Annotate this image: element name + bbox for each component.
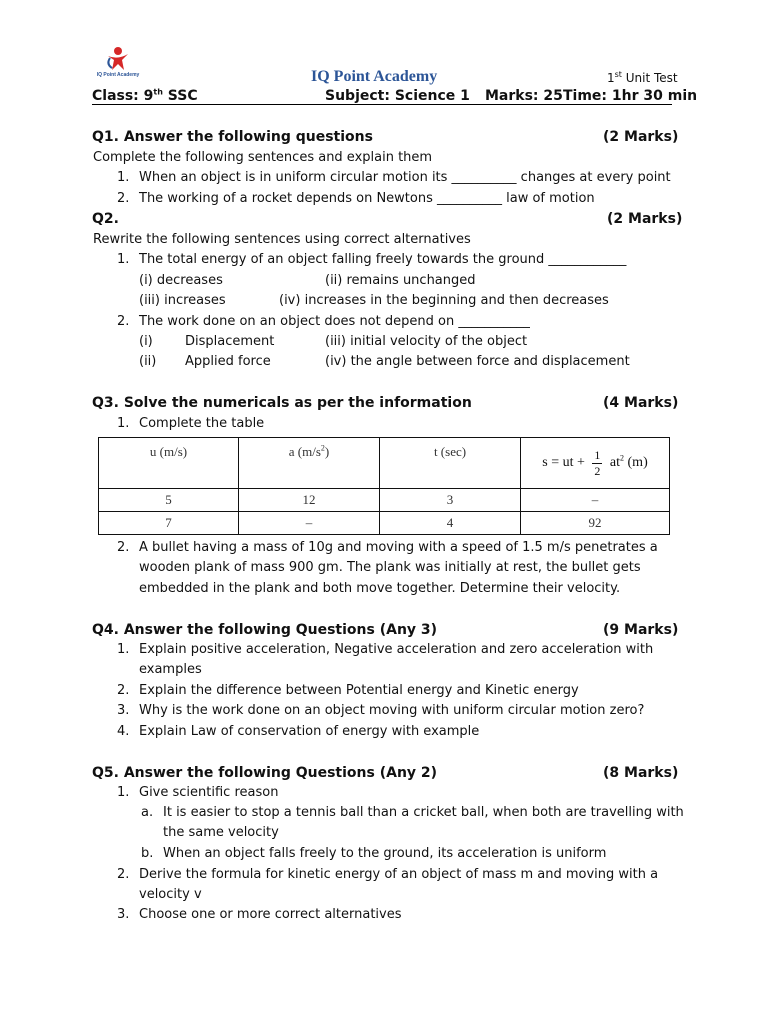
q2-item1-text: The total energy of an object falling freely towards the ground ____________ — [139, 252, 627, 267]
table-header-cell: u (m/s) — [99, 438, 239, 489]
q2-item1-option2: (ii) remains unchanged — [325, 273, 476, 288]
q5-heading: Q5. Answer the following Questions (Any 2) — [92, 765, 438, 781]
q1-item1-num: 1. — [117, 170, 130, 185]
q1-item2-num: 2. — [117, 191, 130, 206]
table-cell: 4 — [380, 512, 521, 535]
q3-item2-num: 2. — [117, 540, 130, 555]
q1-intro: Complete the following sentences and explain them — [93, 150, 433, 165]
q5-item2-line1: Derive the formula for kinetic energy of an object of mass m and moving with a — [139, 867, 659, 882]
q5-item1-num: 1. — [117, 785, 130, 800]
time-label: Time: 1hr 30 min — [563, 88, 698, 104]
q5-item3-text: Choose one or more correct alternatives — [139, 907, 402, 922]
q5-item2-line2: velocity v — [139, 887, 202, 902]
q4-item4-num: 4. — [117, 724, 130, 739]
academy-logo — [96, 46, 140, 80]
table-row — [99, 489, 670, 512]
q3-marks: (4 Marks) — [603, 395, 679, 411]
q2-item2-option4: (iv) the angle between force and displacement — [325, 354, 630, 369]
q4-item1-line2: examples — [139, 662, 202, 677]
q2-marks: (2 Marks) — [607, 211, 683, 227]
q2-heading: Q2. — [92, 211, 119, 227]
q5-item1a-num: a. — [141, 805, 154, 820]
q4-heading: Q4. Answer the following Questions (Any 3) — [92, 622, 438, 638]
q2-item2-option3-num: (ii) — [139, 354, 157, 369]
q1-marks: (2 Marks) — [603, 129, 679, 145]
table-cell: 3 — [380, 489, 521, 512]
kinematics-table — [98, 437, 670, 535]
q5-item1b-num: b. — [141, 846, 154, 861]
q3-item2-line1: A bullet having a mass of 10g and moving with a speed of 1.5 m/s penetrates a — [139, 540, 658, 555]
class-label: Class: 9th SSC — [92, 87, 198, 104]
q4-item3-num: 3. — [117, 703, 130, 718]
q3-heading: Q3. Solve the numericals as per the information — [92, 395, 472, 411]
table-header-cell: a $(m/s^2)$ — [239, 438, 380, 489]
q4-item3-text: Why is the work done on an object moving with uniform circular motion zero? — [139, 703, 645, 718]
q4-item1-line1: Explain positive acceleration, Negative acceleration and zero acceleration with — [139, 642, 654, 657]
table-row — [99, 512, 670, 535]
q3-item2-line2: wooden plank of mass 900 gm. The plank was initially at rest, the bullet gets — [139, 560, 641, 575]
table-cell: 5 — [99, 489, 239, 512]
table-cell: – — [521, 489, 670, 512]
q3-item1-num: 1. — [117, 416, 130, 431]
table-header-formula: s = ut + $\frac{1}{2}$ $at^2$ (m) — [521, 438, 670, 489]
q4-item4-text: Explain Law of conservation of energy with example — [139, 724, 480, 739]
q3-item1-text: Complete the table — [139, 416, 265, 431]
marks-label: Marks: 25 — [485, 88, 563, 104]
q2-item1-option3: (iii) increases — [139, 293, 226, 308]
table-cell: – — [239, 512, 380, 535]
q2-item1-num: 1. — [117, 252, 130, 267]
page-title: IQ Point Academy — [311, 68, 438, 85]
unit-test-label: 1st Unit Test — [607, 70, 678, 85]
q5-item3-num: 3. — [117, 907, 130, 922]
q5-item1-text: Give scientific reason — [139, 785, 279, 800]
table-header-row — [99, 438, 670, 489]
q2-item2-option1-num: (i) — [139, 334, 153, 349]
q4-item2-num: 2. — [117, 683, 130, 698]
svg-text:IQ Point Academy: IQ Point Academy — [96, 72, 140, 78]
header-underline — [92, 104, 672, 105]
q4-marks: (9 Marks) — [603, 622, 679, 638]
subject-label: Subject: Science 1 — [325, 88, 470, 104]
q2-intro: Rewrite the following sentences using correct alternatives — [93, 232, 471, 247]
q2-item2-option2: (iii) initial velocity of the object — [325, 334, 528, 349]
q5-item1a-line2: the same velocity — [163, 825, 279, 840]
q3-item2-line3: embedded in the plank and both move together. Determine their velocity. — [139, 581, 621, 596]
q2-item1-option4: (iv) increases in the beginning and then decreases — [279, 293, 609, 308]
table-header-cell: t (sec) — [380, 438, 521, 489]
q2-item2-option3: Applied force — [185, 354, 271, 369]
q5-item1b-text: When an object falls freely to the ground, its acceleration is uniform — [163, 846, 607, 861]
table-cell: 12 — [239, 489, 380, 512]
q2-item2-text: The work done on an object does not depend on ___________ — [139, 314, 530, 329]
q1-heading: Q1. Answer the following questions — [92, 129, 373, 145]
q5-item2-num: 2. — [117, 867, 130, 882]
q5-marks: (8 Marks) — [603, 765, 679, 781]
q5-item1a-line1: It is easier to stop a tennis ball than a cricket ball, when both are travelling with — [163, 805, 684, 820]
q2-item1-option1: (i) decreases — [139, 273, 223, 288]
q4-item1-num: 1. — [117, 642, 130, 657]
q1-item1-text: When an object is in uniform circular motion its __________ changes at every point — [139, 170, 671, 185]
class-info-line — [92, 87, 698, 104]
q4-item2-text: Explain the difference between Potential energy and Kinetic energy — [139, 683, 579, 698]
q2-item2-num: 2. — [117, 314, 130, 329]
table-cell: 7 — [99, 512, 239, 535]
q2-item2-option1: Displacement — [185, 334, 275, 349]
q1-item2-text: The working of a rocket depends on Newtons __________ law of motion — [139, 191, 595, 206]
table-cell: 92 — [521, 512, 670, 535]
